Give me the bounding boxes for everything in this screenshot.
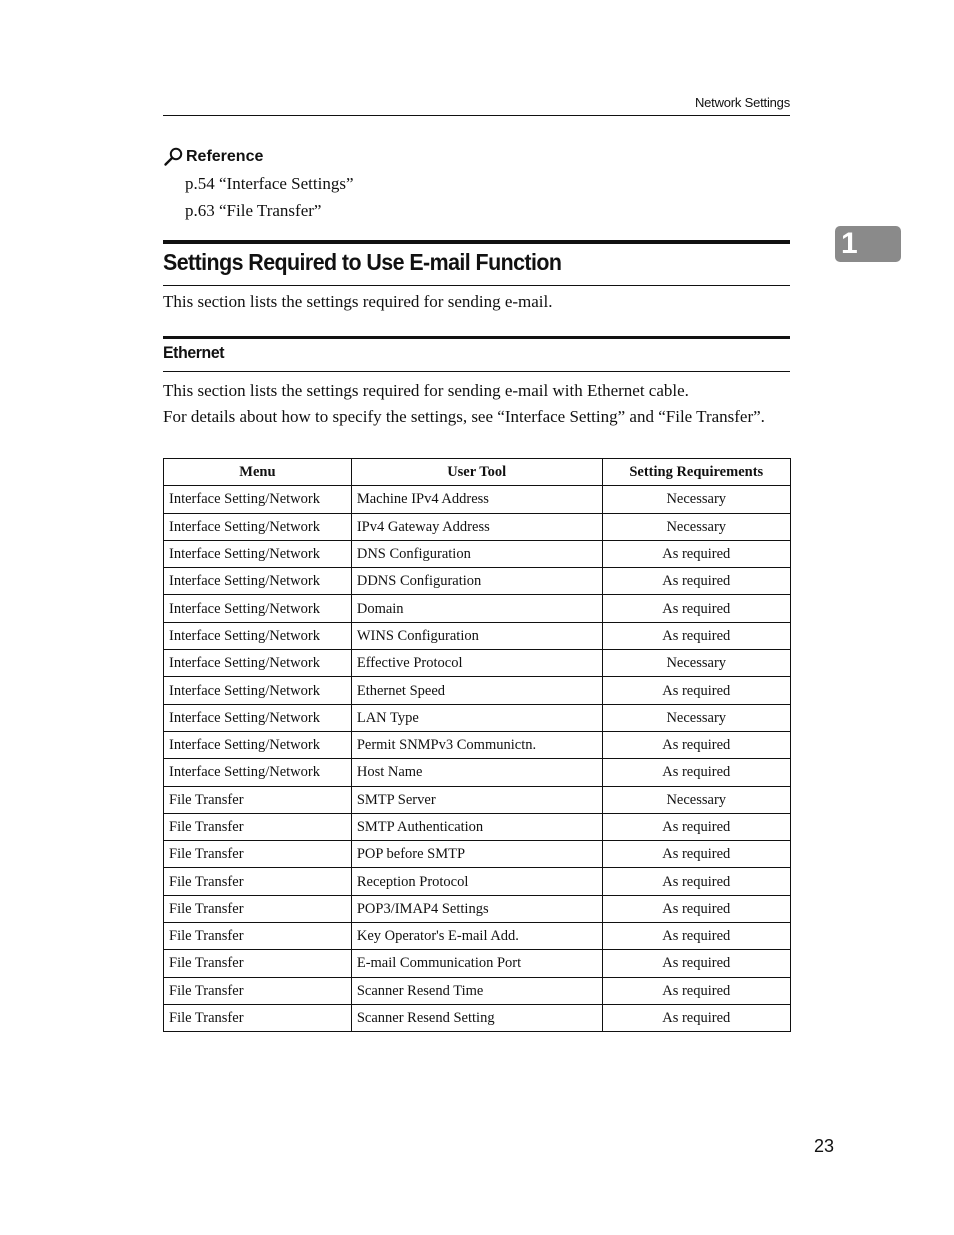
user-tool-cell: SMTP Server (351, 786, 602, 813)
menu-cell: Interface Setting/Network (164, 759, 352, 786)
menu-cell: Interface Setting/Network (164, 677, 352, 704)
user-tool-cell: Ethernet Speed (351, 677, 602, 704)
requirement-cell: As required (602, 595, 791, 622)
subsection-title: Ethernet (163, 343, 225, 362)
reference-link-file-transfer[interactable]: p.63 “File Transfer” (185, 201, 322, 220)
requirement-cell: As required (602, 813, 791, 840)
table-row (164, 513, 791, 540)
menu-cell: Interface Setting/Network (164, 704, 352, 731)
table-row (164, 731, 791, 758)
user-tool-cell: WINS Configuration (351, 622, 602, 649)
subsection-paragraph-1: This section lists the settings required for sending e-mail with Ethernet cable. (163, 381, 689, 400)
section-intro: This section lists the settings required for sending e-mail. (163, 292, 553, 311)
requirement-cell: As required (602, 841, 791, 868)
table-row (164, 704, 791, 731)
user-tool-cell: Permit SNMPv3 Communictn. (351, 731, 602, 758)
user-tool-cell: SMTP Authentication (351, 813, 602, 840)
menu-cell: Interface Setting/Network (164, 540, 352, 567)
requirement-cell: As required (602, 731, 791, 758)
user-tool-cell: Domain (351, 595, 602, 622)
requirement-cell: Necessary (602, 486, 791, 513)
user-tool-cell: E-mail Communication Port (351, 950, 602, 977)
table-row (164, 977, 791, 1004)
table-row (164, 540, 791, 567)
menu-cell: Interface Setting/Network (164, 731, 352, 758)
user-tool-cell: Key Operator's E-mail Add. (351, 923, 602, 950)
requirement-cell: Necessary (602, 786, 791, 813)
requirement-cell: As required (602, 759, 791, 786)
table-row (164, 486, 791, 513)
requirement-cell: As required (602, 950, 791, 977)
column-header-user-tool: User Tool (351, 459, 602, 486)
settings-table (163, 458, 791, 1032)
requirement-cell: As required (602, 568, 791, 595)
menu-cell: File Transfer (164, 786, 352, 813)
requirement-cell: As required (602, 677, 791, 704)
column-header-menu: Menu (164, 459, 352, 486)
section-title: Settings Required to Use E-mail Function (163, 249, 562, 275)
section-rule-top (163, 240, 790, 244)
requirement-cell: As required (602, 622, 791, 649)
reference-link-interface-settings[interactable]: p.54 “Interface Settings” (185, 174, 354, 193)
menu-cell: File Transfer (164, 923, 352, 950)
page-number: 23 (813, 1136, 834, 1156)
header-rule (163, 115, 790, 116)
table-row (164, 568, 791, 595)
requirement-cell: Necessary (602, 704, 791, 731)
table-row (164, 759, 791, 786)
reference-heading-label: Reference (186, 148, 264, 165)
reference-block (163, 146, 354, 224)
table-row (164, 950, 791, 977)
user-tool-cell: DDNS Configuration (351, 568, 602, 595)
subsection-paragraph-2: For details about how to specify the settings, see “Interface Setting” and “File Transfer”. (163, 407, 765, 426)
menu-cell: Interface Setting/Network (164, 650, 352, 677)
table-header-row (164, 459, 791, 486)
menu-cell: File Transfer (164, 895, 352, 922)
table-row (164, 813, 791, 840)
table-row (164, 677, 791, 704)
running-header: Network Settings (694, 95, 790, 110)
menu-cell: Interface Setting/Network (164, 622, 352, 649)
reference-heading (163, 146, 354, 168)
user-tool-cell: Reception Protocol (351, 868, 602, 895)
table-row (164, 1004, 791, 1031)
table-row (164, 622, 791, 649)
user-tool-cell: POP before SMTP (351, 841, 602, 868)
reference-list (163, 170, 354, 224)
requirement-cell: Necessary (602, 650, 791, 677)
menu-cell: File Transfer (164, 841, 352, 868)
table-row (164, 841, 791, 868)
chapter-tab: 1 (835, 226, 901, 262)
menu-cell: File Transfer (164, 813, 352, 840)
user-tool-cell: LAN Type (351, 704, 602, 731)
magnifier-icon (163, 146, 185, 168)
user-tool-cell: Effective Protocol (351, 650, 602, 677)
table-row (164, 923, 791, 950)
menu-cell: File Transfer (164, 977, 352, 1004)
requirement-cell: As required (602, 868, 791, 895)
table-body (164, 486, 791, 1032)
menu-cell: Interface Setting/Network (164, 568, 352, 595)
column-header-setting-requirements: Setting Requirements (602, 459, 791, 486)
menu-cell: Interface Setting/Network (164, 595, 352, 622)
user-tool-cell: Scanner Resend Time (351, 977, 602, 1004)
user-tool-cell: DNS Configuration (351, 540, 602, 567)
menu-cell: File Transfer (164, 868, 352, 895)
section-rule-bottom (163, 285, 790, 286)
subsection-rule-top (163, 336, 790, 339)
requirement-cell: Necessary (602, 513, 791, 540)
subsection-rule-bottom (163, 371, 790, 372)
menu-cell: File Transfer (164, 950, 352, 977)
user-tool-cell: POP3/IMAP4 Settings (351, 895, 602, 922)
requirement-cell: As required (602, 1004, 791, 1031)
requirement-cell: As required (602, 895, 791, 922)
menu-cell: Interface Setting/Network (164, 486, 352, 513)
table-row (164, 895, 791, 922)
table-row (164, 786, 791, 813)
menu-cell: Interface Setting/Network (164, 513, 352, 540)
table-row (164, 595, 791, 622)
user-tool-cell: Host Name (351, 759, 602, 786)
menu-cell: File Transfer (164, 1004, 352, 1031)
table-row (164, 868, 791, 895)
user-tool-cell: IPv4 Gateway Address (351, 513, 602, 540)
user-tool-cell: Scanner Resend Setting (351, 1004, 602, 1031)
user-tool-cell: Machine IPv4 Address (351, 486, 602, 513)
table-row (164, 650, 791, 677)
requirement-cell: As required (602, 923, 791, 950)
requirement-cell: As required (602, 977, 791, 1004)
requirement-cell: As required (602, 540, 791, 567)
